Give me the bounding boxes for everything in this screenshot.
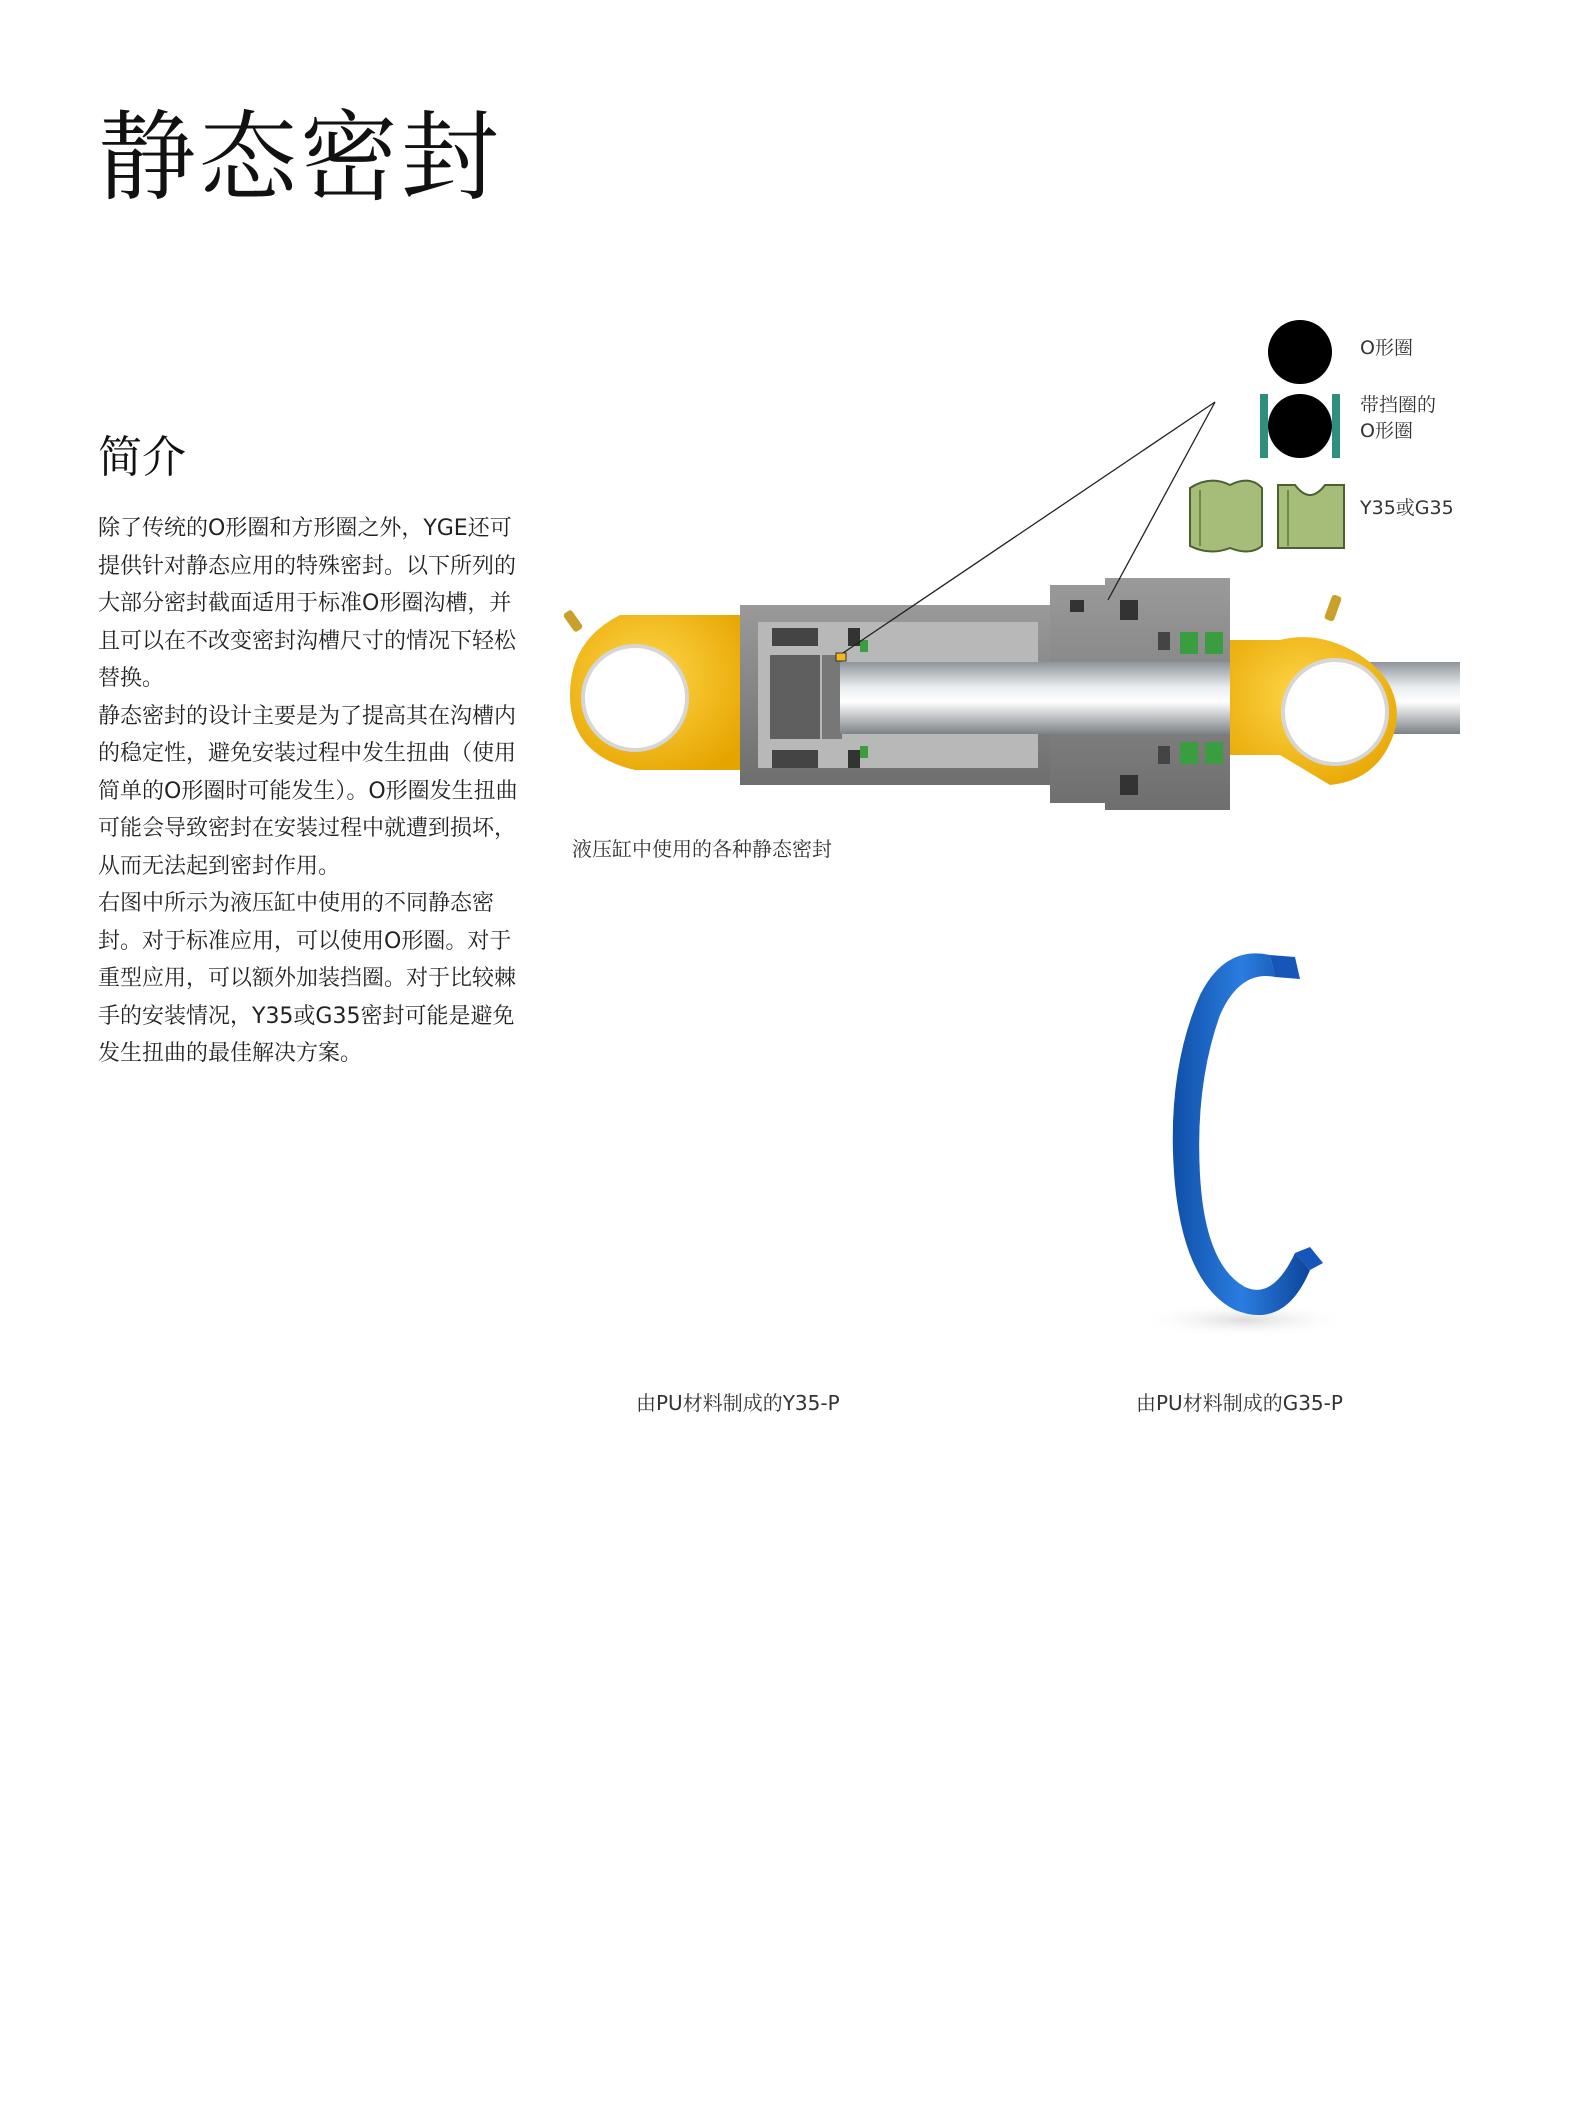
hydraulic-cylinder-illustration: [560, 310, 1460, 830]
legend-oring-backup-label: 带挡圈的 O形圈: [1360, 394, 1437, 442]
y35-g35-icon: [1190, 481, 1344, 552]
paragraph-3: 右图中所示为液压缸中使用的不同静态密封。对于标准应用，可以使用O形圈。对于重型应用，可以额外加装挡圈。对于比较棘手的安装情况，Y35或G35密封可能是避免发生扭曲的最佳解决方案。: [98, 891, 517, 1066]
page-title: 静态密封: [98, 101, 503, 215]
section-heading: 简介: [98, 432, 186, 483]
legend-y35-g35-label: Y35或G35: [1360, 497, 1454, 519]
paragraph-2: 静态密封的设计主要是为了提高其在沟槽内的稳定性，避免安装过程中发生扭曲（使用简单的O形圈时可能发生）。O形圈发生扭曲可能会导致密封在安装过程中就遭到损坏，从而无法起到密封作用。: [98, 703, 518, 879]
y35-caption: 由PU材料制成的Y35-P: [636, 1391, 840, 1415]
oring-icon: [1268, 320, 1332, 384]
right-rod-eye: [1230, 594, 1397, 785]
g35-caption: 由PU材料制成的G35-P: [1136, 1391, 1343, 1415]
figure-caption: 液压缸中使用的各种静态密封: [572, 837, 832, 861]
intro-text: [98, 510, 528, 1073]
legend-oring-label: O形圈: [1360, 337, 1413, 359]
g35-seal-ring-image: [1095, 935, 1435, 1365]
left-rod-eye: [563, 609, 740, 770]
paragraph-1: 除了传统的O形圈和方形圈之外，YGE还可提供针对静态应用的特殊密封。以下所列的大部分密封截面适用于标准O形圈沟槽，并且可以在不改变密封沟槽尺寸的情况下轻松替换。: [98, 516, 517, 691]
oring-backup-icon: [1260, 394, 1340, 458]
